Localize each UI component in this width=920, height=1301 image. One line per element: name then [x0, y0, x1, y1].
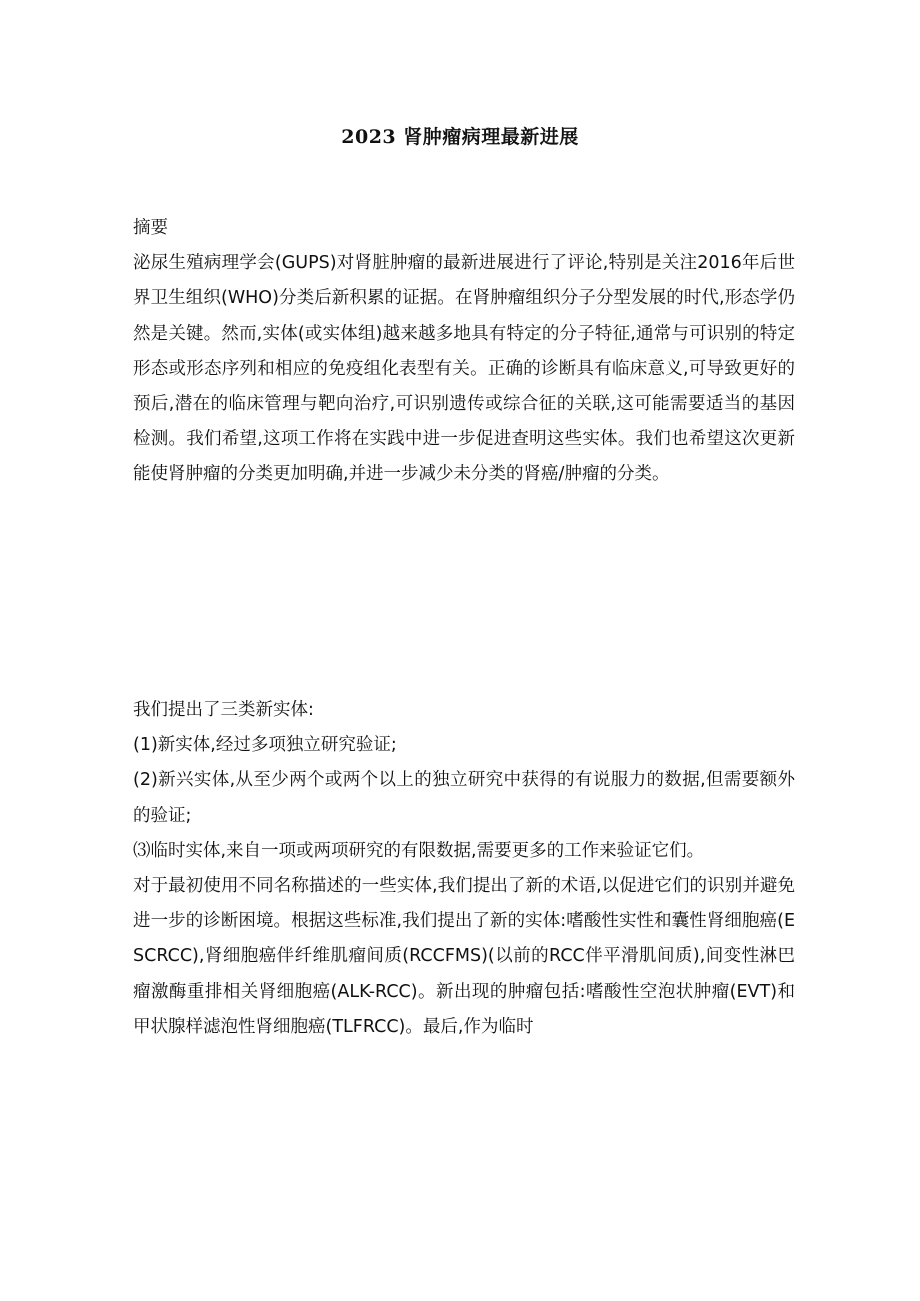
document-title: 2023 肾肿瘤病理最新进展 [341, 126, 579, 148]
categories-intro: 我们提出了三类新实体: [133, 700, 314, 720]
category-item-1: (1)新实体,经过多项独立研究验证; [133, 735, 397, 756]
abstract-paragraph: 泌尿生殖病理学会(GUPS)对肾脏肿瘤的最新进展进行了评论,特别是关注2016年后世界卫生组织(WHO)分类后新积累的证据。在肾肿瘤组织分子分型发展的时代,形态学仍然是关键。然而,实体(或实体组)越来越多地具有特定的分子特征,通常与可识别的特定形态或形态序列和相应的免疫组化表型有关。正确的诊断具有临床意义,可导致更好的预后,潜在的临床管理与靶向治疗,可识别遗传或综合征的关联,这可能需要适当的基因检测。我们希望,这项工作将在实践中进一步促进查明这些实体。我们也希望这次更新能使肾肿瘤的分类更加明确,并进一步减少未分类的肾癌/肿瘤的分类。 [133, 253, 795, 485]
category-item-2: (2)新兴实体,从至少两个或两个以上的独立研究中获得的有说服力的数据,但需要额外的验证; [133, 770, 795, 826]
abstract-section [133, 211, 795, 493]
category-item-3: ⑶临时实体,来自一项或两项研究的有限数据,需要更多的工作来验证它们。 [133, 840, 705, 861]
abstract-heading: 摘要 [133, 218, 168, 238]
terminology-paragraph: 对于最初使用不同名称描述的一些实体,我们提出了新的术语,以促进它们的识别并避免进一步的诊断困境。根据这些标准,我们提出了新的实体:嗜酸性实性和囊性肾细胞癌(ESCRCC),肾细胞癌伴纤维肌瘤间质(RCCFMS)(以前的RCC伴平滑肌间质),间变性淋巴瘤激酶重排相关肾细胞癌(ALK-RCC)。新出现的肿瘤包括:嗜酸性空泡状肿瘤(EVT)和甲状腺样滤泡性肾细胞癌(TLFRCC)。最后,作为临时 [133, 876, 795, 1037]
categories-section [133, 693, 795, 1045]
